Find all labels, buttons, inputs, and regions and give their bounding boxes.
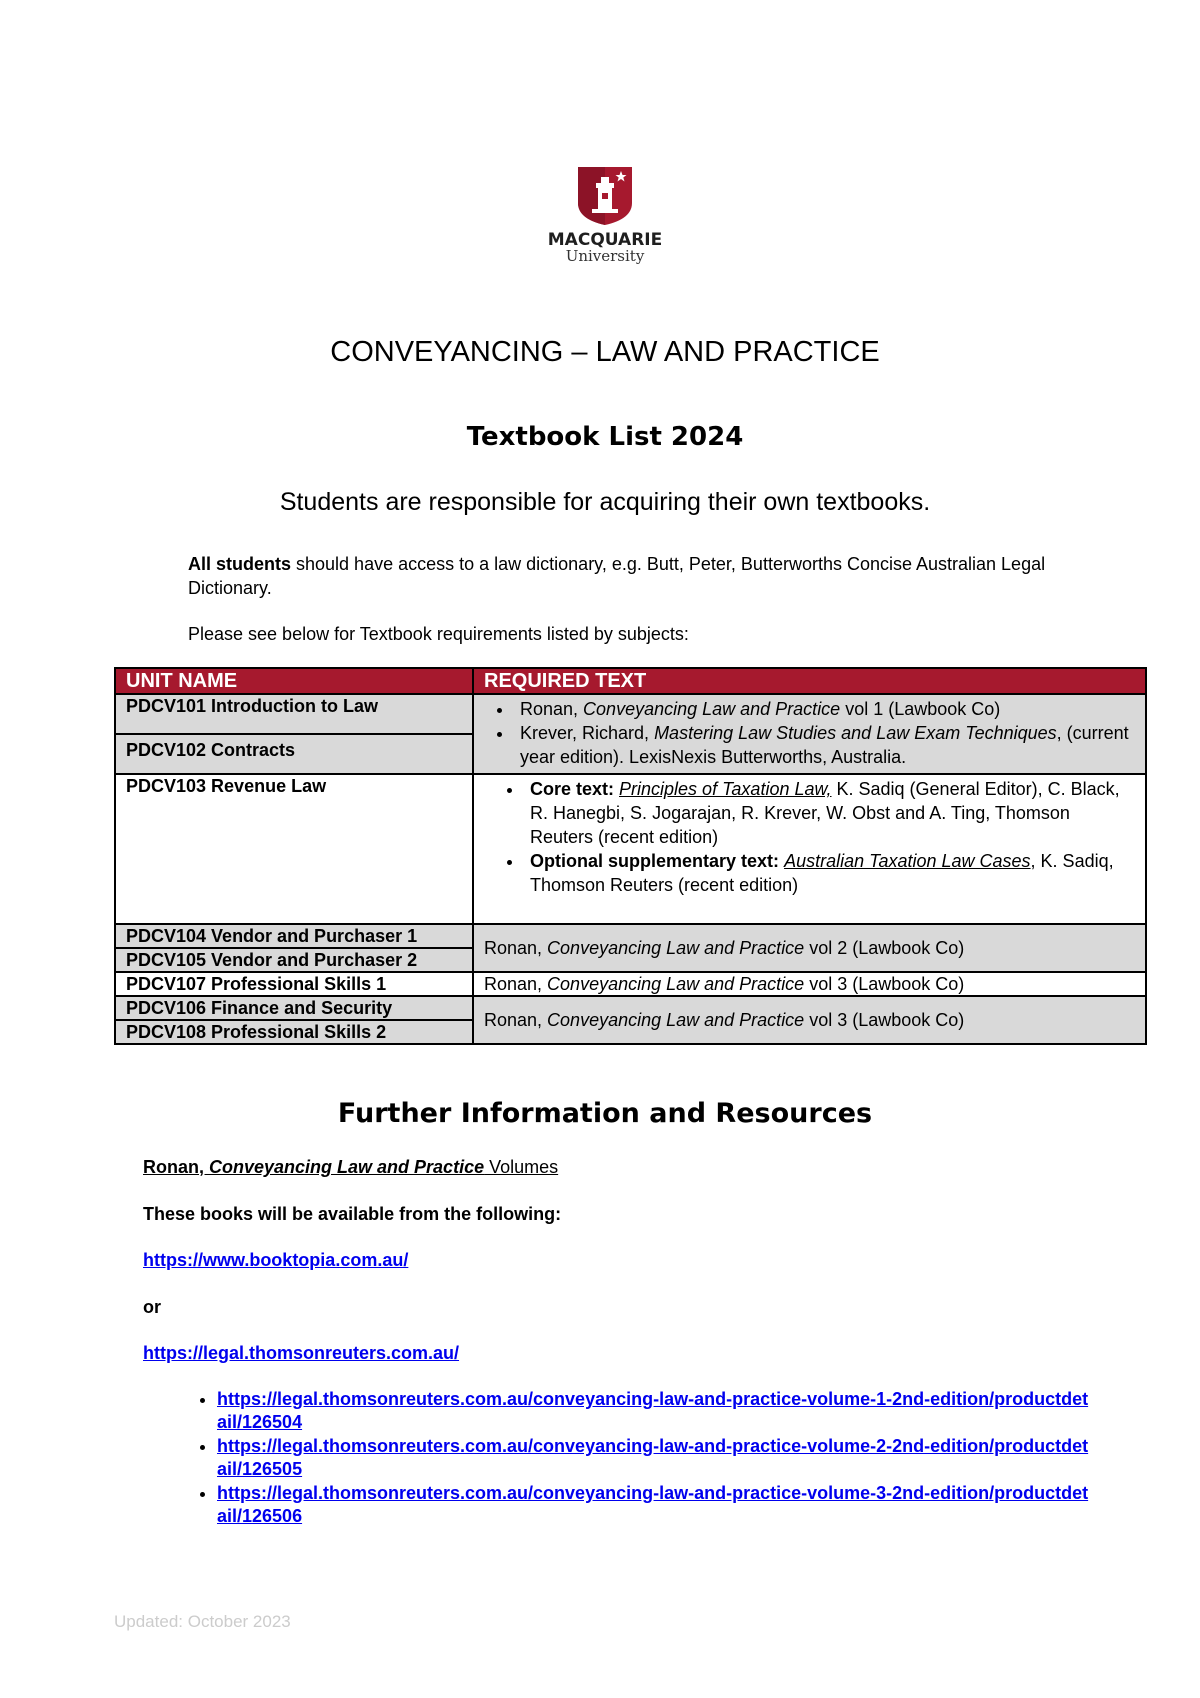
book-detail: K. Sadiq (General Editor), C. Black, R. Hanegbi, S. Jogarajan, R. Krever, W. Obst and A. Ting, Thomson Reuters (recent edition) (530, 779, 1120, 847)
further-info-heading: Further Information and Resources (337, 1098, 873, 1129)
list-item (514, 721, 1135, 769)
dictionary-rest: should have access to a law dictionary, e.g. Butt, Peter, Butterworths Concise Australian Legal Dictionary. (188, 554, 1046, 598)
unit-cell: PDCV103 Revenue Law (115, 774, 473, 924)
or-text: or (143, 1297, 161, 1317)
book-detail: , (current year edition). LexisNexis Butterworths, Australia. (520, 723, 1129, 767)
table-header-row (115, 668, 1146, 694)
responsibility-note: Students are responsible for acquiring their own textbooks. (279, 488, 931, 516)
availability-note: These books will be available from the following: (143, 1204, 562, 1224)
text-cell (473, 996, 1146, 1044)
table-row (115, 774, 1146, 924)
booktopia-link[interactable]: https://www.booktopia.com.au/ (143, 1250, 409, 1270)
updated-footer: Updated: October 2023 (114, 1612, 291, 1631)
university-logo (545, 165, 665, 275)
required-text-list (484, 697, 1135, 769)
unit-cell: PDCV106 Finance and Security (115, 996, 473, 1020)
book-detail: Volumes (484, 1157, 559, 1177)
booktopia-link-wrap (143, 1250, 408, 1271)
header-unit-name: UNIT NAME (115, 668, 473, 694)
list-item (524, 849, 1135, 897)
text-cell (473, 694, 1146, 774)
thomson-link-wrap (143, 1343, 459, 1364)
list-item (524, 777, 1135, 849)
book-detail: , K. Sadiq, Thomson Reuters (recent edition) (530, 851, 1114, 895)
please-see-note: Please see below for Textbook requirements listed by subjects: (188, 624, 689, 644)
required-text-list (494, 777, 1135, 897)
book-detail: vol 1 (Lawbook Co) (840, 699, 1001, 719)
header-required-text: REQUIRED TEXT (473, 668, 1146, 694)
book-title: Australian Taxation Law Cases (784, 851, 1031, 871)
book-detail: vol 3 (Lawbook Co) (804, 974, 965, 994)
book-title: Conveyancing Law and Practice (547, 937, 805, 958)
logo-subword: University (565, 247, 645, 265)
dictionary-lead: All students (188, 554, 292, 574)
author: Ronan, (484, 937, 548, 958)
textbook-table (114, 667, 1147, 1045)
table-row (115, 972, 1146, 996)
unit-cell: PDCV102 Contracts (115, 734, 473, 774)
author: Ronan, (484, 1009, 548, 1030)
book-title: Principles of Taxation Law, (619, 779, 832, 799)
logo-wordmark: MACQUARIE (547, 230, 663, 250)
book-detail: vol 2 (Lawbook Co) (804, 937, 965, 958)
book-title: Conveyancing Law and Practice (209, 1157, 485, 1177)
unit-cell: PDCV104 Vendor and Purchaser 1 (115, 924, 473, 948)
unit-cell: PDCV107 Professional Skills 1 (115, 972, 473, 996)
unit-cell: PDCV108 Professional Skills 2 (115, 1020, 473, 1044)
page-title: CONVEYANCING – LAW AND PRACTICE (330, 336, 880, 368)
crest-icon (576, 165, 634, 227)
volume-2-link[interactable]: https://legal.thomsonreuters.com.au/conveyancing-law-and-practice-volume-2-2nd-edition/productdetail/126505 (217, 1436, 1089, 1479)
author: Ronan, (484, 974, 548, 994)
list-item (514, 697, 1135, 721)
product-links-list (175, 1388, 1097, 1529)
list-item (217, 1482, 1097, 1528)
list-item (217, 1388, 1097, 1434)
list-item (217, 1435, 1097, 1481)
book-title: Conveyancing Law and Practice (547, 974, 805, 994)
dictionary-note (188, 552, 1048, 600)
core-text-label: Core text: (530, 779, 615, 799)
volume-3-link[interactable]: https://legal.thomsonreuters.com.au/conveyancing-law-and-practice-volume-3-2nd-edition/productdetail/126506 (217, 1483, 1089, 1526)
author: Ronan, (143, 1157, 209, 1177)
thomson-reuters-link[interactable]: https://legal.thomsonreuters.com.au/ (143, 1343, 460, 1363)
ronan-volumes-heading (143, 1157, 558, 1178)
author: Ronan, (520, 699, 584, 719)
volume-1-link[interactable]: https://legal.thomsonreuters.com.au/conveyancing-law-and-practice-volume-1-2nd-edition/productdetail/126504 (217, 1389, 1089, 1432)
book-detail: vol 3 (Lawbook Co) (804, 1009, 965, 1030)
book-title: Mastering Law Studies and Law Exam Techniques (654, 723, 1057, 743)
table-row (115, 996, 1146, 1020)
text-cell (473, 774, 1146, 924)
text-cell (473, 972, 1146, 996)
author: Krever, Richard, (520, 723, 655, 743)
table-row (115, 694, 1146, 734)
unit-cell: PDCV105 Vendor and Purchaser 2 (115, 948, 473, 972)
page-subtitle: Textbook List 2024 (466, 422, 744, 452)
book-title: Conveyancing Law and Practice (583, 699, 841, 719)
table-row (115, 924, 1146, 948)
text-cell (473, 924, 1146, 972)
book-title: Conveyancing Law and Practice (547, 1009, 805, 1030)
optional-text-label: Optional supplementary text: (530, 851, 780, 871)
unit-cell: PDCV101 Introduction to Law (115, 694, 473, 734)
